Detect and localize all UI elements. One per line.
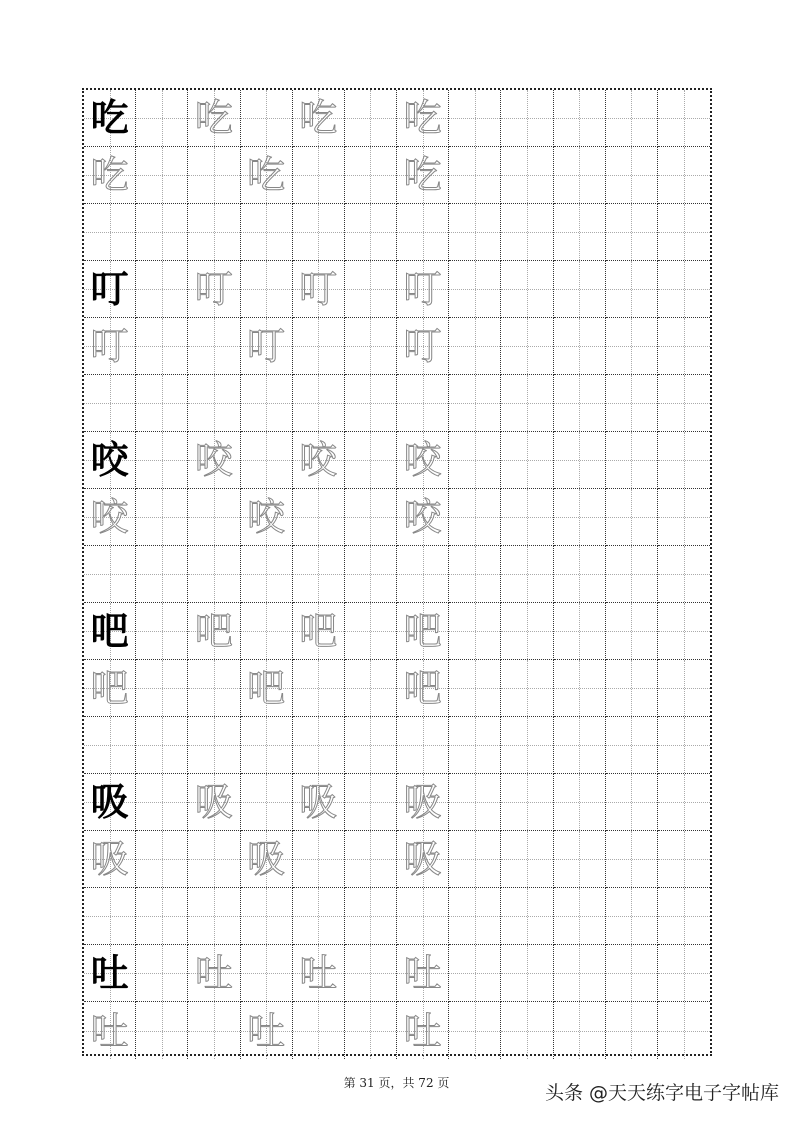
grid-cell xyxy=(449,375,501,432)
trace-character: 吸 xyxy=(90,837,129,881)
grid-cell xyxy=(293,717,345,774)
grid-cell xyxy=(293,774,345,831)
grid-cell xyxy=(345,432,397,489)
grid-cell xyxy=(606,831,658,888)
grid-cell xyxy=(606,204,658,261)
practice-row xyxy=(84,318,710,375)
practice-row xyxy=(84,204,710,261)
grid-cell xyxy=(658,774,710,831)
practice-row xyxy=(84,375,710,432)
grid-cell xyxy=(658,375,710,432)
grid-cell xyxy=(554,660,606,717)
grid-cell xyxy=(136,1002,188,1059)
grid-cell xyxy=(84,204,136,261)
grid-cell xyxy=(84,432,136,489)
grid-cell xyxy=(449,204,501,261)
trace-character: 咬 xyxy=(299,438,338,482)
grid-cell xyxy=(241,603,293,660)
grid-cell xyxy=(658,831,710,888)
grid-cell xyxy=(606,1002,658,1059)
grid-cell xyxy=(554,204,606,261)
grid-cell xyxy=(554,888,606,945)
trace-character: 吃 xyxy=(247,153,286,197)
grid-cell xyxy=(293,318,345,375)
grid-cell xyxy=(554,90,606,147)
grid-cell xyxy=(136,660,188,717)
grid-cell xyxy=(188,375,240,432)
grid-cell xyxy=(345,1002,397,1059)
grid-cell xyxy=(188,261,240,318)
practice-row xyxy=(84,717,710,774)
grid-cell xyxy=(84,945,136,1002)
grid-cell xyxy=(241,945,293,1002)
practice-row xyxy=(84,546,710,603)
grid-cell xyxy=(84,147,136,204)
grid-cell xyxy=(501,774,553,831)
trace-character: 吃 xyxy=(194,96,233,140)
grid-cell xyxy=(188,945,240,1002)
practice-row xyxy=(84,261,710,318)
grid-cell xyxy=(397,888,449,945)
grid-cell xyxy=(84,888,136,945)
grid-cell xyxy=(449,546,501,603)
grid-cell xyxy=(188,717,240,774)
grid-cell xyxy=(136,888,188,945)
grid-cell xyxy=(606,774,658,831)
page-number: 第 31 页，共 72 页 xyxy=(343,1076,450,1090)
grid-cell xyxy=(554,717,606,774)
grid-cell xyxy=(84,831,136,888)
grid-cell xyxy=(397,318,449,375)
grid-cell xyxy=(658,90,710,147)
grid-cell xyxy=(606,888,658,945)
grid-cell xyxy=(136,147,188,204)
grid-cell xyxy=(606,261,658,318)
grid-cell xyxy=(606,432,658,489)
grid-cell xyxy=(84,489,136,546)
grid-cell xyxy=(449,660,501,717)
trace-character: 叮 xyxy=(194,267,233,311)
grid-cell xyxy=(449,90,501,147)
grid-cell xyxy=(293,1002,345,1059)
grid-cell xyxy=(188,660,240,717)
practice-row xyxy=(84,774,710,831)
practice-row xyxy=(84,90,710,147)
grid-cell xyxy=(554,945,606,1002)
trace-character: 咬 xyxy=(403,495,442,539)
trace-character: 吸 xyxy=(403,780,442,824)
grid-cell xyxy=(449,831,501,888)
grid-cell xyxy=(658,945,710,1002)
grid-cell xyxy=(449,489,501,546)
grid-cell xyxy=(293,375,345,432)
practice-row xyxy=(84,888,710,945)
grid-cell xyxy=(397,489,449,546)
grid-cell xyxy=(241,261,293,318)
trace-character: 吸 xyxy=(299,780,338,824)
grid-cell xyxy=(606,546,658,603)
grid-cell xyxy=(345,375,397,432)
practice-row xyxy=(84,432,710,489)
grid-cell xyxy=(136,432,188,489)
grid-cell xyxy=(658,603,710,660)
grid-cell xyxy=(84,546,136,603)
practice-row xyxy=(84,660,710,717)
grid-cell xyxy=(188,1002,240,1059)
grid-cell xyxy=(188,204,240,261)
grid-cell xyxy=(501,660,553,717)
grid-cell xyxy=(345,774,397,831)
grid-cell xyxy=(293,546,345,603)
grid-cell xyxy=(136,603,188,660)
trace-character: 叮 xyxy=(247,324,286,368)
trace-character: 咬 xyxy=(247,495,286,539)
grid-cell xyxy=(397,660,449,717)
grid-cell xyxy=(449,1002,501,1059)
grid-cell xyxy=(449,717,501,774)
grid-cell xyxy=(345,660,397,717)
grid-cell xyxy=(293,888,345,945)
grid-cell xyxy=(188,489,240,546)
trace-character: 吧 xyxy=(299,609,338,653)
grid-cell xyxy=(136,204,188,261)
grid-cell xyxy=(241,375,293,432)
trace-character: 吧 xyxy=(194,609,233,653)
grid-cell xyxy=(241,888,293,945)
grid-cell xyxy=(136,318,188,375)
grid-cell xyxy=(554,147,606,204)
grid-cell xyxy=(188,603,240,660)
grid-cell xyxy=(397,261,449,318)
grid-cell xyxy=(84,318,136,375)
grid-cell xyxy=(501,831,553,888)
grid-cell xyxy=(554,774,606,831)
grid-cell xyxy=(554,603,606,660)
trace-character: 吐 xyxy=(90,1008,129,1053)
grid-cell xyxy=(241,717,293,774)
practice-row xyxy=(84,603,710,660)
practice-row xyxy=(84,945,710,1002)
grid-cell xyxy=(397,945,449,1002)
grid-cell xyxy=(345,90,397,147)
grid-cell xyxy=(658,717,710,774)
grid-cell xyxy=(501,546,553,603)
grid-cell xyxy=(345,888,397,945)
practice-row xyxy=(84,489,710,546)
grid-cell xyxy=(188,318,240,375)
grid-cell xyxy=(501,204,553,261)
grid-cell xyxy=(188,774,240,831)
trace-character: 吐 xyxy=(247,1008,286,1053)
grid-cell xyxy=(554,546,606,603)
grid-cell xyxy=(397,432,449,489)
grid-cell xyxy=(501,489,553,546)
model-character: 吸 xyxy=(90,780,129,824)
grid-cell xyxy=(397,831,449,888)
grid-cell xyxy=(241,1002,293,1059)
trace-character: 叮 xyxy=(403,267,442,311)
grid-cell xyxy=(293,945,345,1002)
model-character: 叮 xyxy=(90,267,129,311)
grid-cell xyxy=(554,831,606,888)
grid-cell xyxy=(449,318,501,375)
grid-cell xyxy=(84,1002,136,1059)
grid-cell xyxy=(345,489,397,546)
grid-cell xyxy=(241,432,293,489)
model-character: 吧 xyxy=(90,609,129,653)
grid-cell xyxy=(136,375,188,432)
grid-cell xyxy=(397,147,449,204)
grid-cell xyxy=(501,318,553,375)
model-character: 吐 xyxy=(90,951,129,995)
grid-cell xyxy=(658,147,710,204)
grid-cell xyxy=(606,489,658,546)
grid-cell xyxy=(293,204,345,261)
grid-cell xyxy=(345,603,397,660)
grid-cell xyxy=(345,147,397,204)
grid-cell xyxy=(397,603,449,660)
grid-cell xyxy=(449,147,501,204)
grid-cell xyxy=(606,147,658,204)
trace-character: 咬 xyxy=(90,495,129,539)
grid-cell xyxy=(658,204,710,261)
grid-cell xyxy=(84,261,136,318)
grid-cell xyxy=(84,774,136,831)
grid-cell xyxy=(449,888,501,945)
grid-cell xyxy=(397,1002,449,1059)
grid-cell xyxy=(84,90,136,147)
grid-cell xyxy=(293,432,345,489)
grid-cell xyxy=(554,318,606,375)
trace-character: 吐 xyxy=(403,951,442,995)
grid-cell xyxy=(241,489,293,546)
grid-cell xyxy=(501,147,553,204)
grid-cell xyxy=(449,432,501,489)
trace-character: 叮 xyxy=(403,324,442,368)
grid-cell xyxy=(136,717,188,774)
grid-cell xyxy=(501,261,553,318)
trace-character: 吸 xyxy=(247,837,286,881)
trace-character: 吃 xyxy=(403,153,442,197)
grid-cell xyxy=(554,489,606,546)
grid-cell xyxy=(241,774,293,831)
trace-character: 吧 xyxy=(403,666,442,710)
trace-character: 吐 xyxy=(194,951,233,995)
grid-cell xyxy=(84,603,136,660)
grid-cell xyxy=(554,261,606,318)
grid-cell xyxy=(293,489,345,546)
grid-cell xyxy=(345,204,397,261)
grid-cell xyxy=(397,375,449,432)
grid-cell xyxy=(241,831,293,888)
grid-cell xyxy=(241,90,293,147)
grid-cell xyxy=(501,888,553,945)
grid-cell xyxy=(188,888,240,945)
grid-cell xyxy=(293,147,345,204)
grid-cell xyxy=(136,546,188,603)
grid-cell xyxy=(293,90,345,147)
grid-cell xyxy=(345,831,397,888)
trace-character: 吧 xyxy=(247,666,286,710)
model-character: 咬 xyxy=(90,438,129,482)
practice-row xyxy=(84,1002,710,1059)
grid-cell xyxy=(136,90,188,147)
grid-cell xyxy=(188,831,240,888)
grid-cell xyxy=(606,603,658,660)
grid-cell xyxy=(501,90,553,147)
grid-cell xyxy=(345,717,397,774)
grid-cell xyxy=(136,774,188,831)
grid-cell xyxy=(658,432,710,489)
grid-cell xyxy=(501,1002,553,1059)
grid-cell xyxy=(397,90,449,147)
trace-character: 吃 xyxy=(403,96,442,140)
grid-cell xyxy=(658,660,710,717)
grid-cell xyxy=(241,147,293,204)
grid-cell xyxy=(501,945,553,1002)
grid-cell xyxy=(606,717,658,774)
trace-character: 吸 xyxy=(403,837,442,881)
practice-row xyxy=(84,831,710,888)
grid-cell xyxy=(606,90,658,147)
grid-cell xyxy=(658,489,710,546)
grid-cell xyxy=(84,660,136,717)
grid-cell xyxy=(84,717,136,774)
grid-cell xyxy=(293,261,345,318)
grid-cell xyxy=(136,261,188,318)
grid-cell xyxy=(293,660,345,717)
grid-cell xyxy=(188,147,240,204)
grid-cell xyxy=(397,717,449,774)
grid-cell xyxy=(136,831,188,888)
grid-cell xyxy=(241,546,293,603)
trace-character: 叮 xyxy=(299,267,338,311)
grid-cell xyxy=(658,546,710,603)
trace-character: 吧 xyxy=(403,609,442,653)
trace-character: 吸 xyxy=(194,780,233,824)
grid-cell xyxy=(397,546,449,603)
trace-character: 吐 xyxy=(403,1008,442,1053)
trace-character: 吃 xyxy=(90,153,129,197)
watermark: 头条 @天天练字电子字帖库 xyxy=(544,1082,779,1104)
trace-character: 叮 xyxy=(90,324,129,368)
grid-cell xyxy=(606,318,658,375)
grid-cell xyxy=(606,375,658,432)
grid-cell xyxy=(606,660,658,717)
grid-cell xyxy=(188,90,240,147)
grid-cell xyxy=(554,1002,606,1059)
grid-cell xyxy=(84,375,136,432)
grid-cell xyxy=(345,945,397,1002)
grid-cell xyxy=(241,318,293,375)
grid-cell xyxy=(449,261,501,318)
grid-cell xyxy=(658,888,710,945)
practice-grid xyxy=(82,88,712,1056)
grid-cell xyxy=(449,774,501,831)
practice-row xyxy=(84,147,710,204)
grid-cell xyxy=(501,603,553,660)
grid-cell xyxy=(501,375,553,432)
trace-character: 吧 xyxy=(90,666,129,710)
trace-character: 咬 xyxy=(194,438,233,482)
trace-character: 吐 xyxy=(299,951,338,995)
grid-cell xyxy=(449,945,501,1002)
grid-cell xyxy=(449,603,501,660)
grid-cell xyxy=(345,546,397,603)
grid-cell xyxy=(554,375,606,432)
trace-character: 吃 xyxy=(299,96,338,140)
grid-cell xyxy=(345,261,397,318)
grid-cell xyxy=(136,489,188,546)
trace-character: 咬 xyxy=(403,438,442,482)
grid-cell xyxy=(345,318,397,375)
grid-cell xyxy=(241,204,293,261)
grid-cell xyxy=(554,432,606,489)
grid-cell xyxy=(241,660,293,717)
grid-cell xyxy=(397,204,449,261)
grid-cell xyxy=(658,1002,710,1059)
model-character: 吃 xyxy=(90,96,129,140)
grid-cell xyxy=(658,318,710,375)
grid-cell xyxy=(293,603,345,660)
grid-cell xyxy=(293,831,345,888)
grid-cell xyxy=(188,546,240,603)
grid-cell xyxy=(501,717,553,774)
grid-cell xyxy=(188,432,240,489)
grid-cell xyxy=(658,261,710,318)
grid-cell xyxy=(397,774,449,831)
grid-cell xyxy=(501,432,553,489)
grid-cell xyxy=(606,945,658,1002)
grid-cell xyxy=(136,945,188,1002)
